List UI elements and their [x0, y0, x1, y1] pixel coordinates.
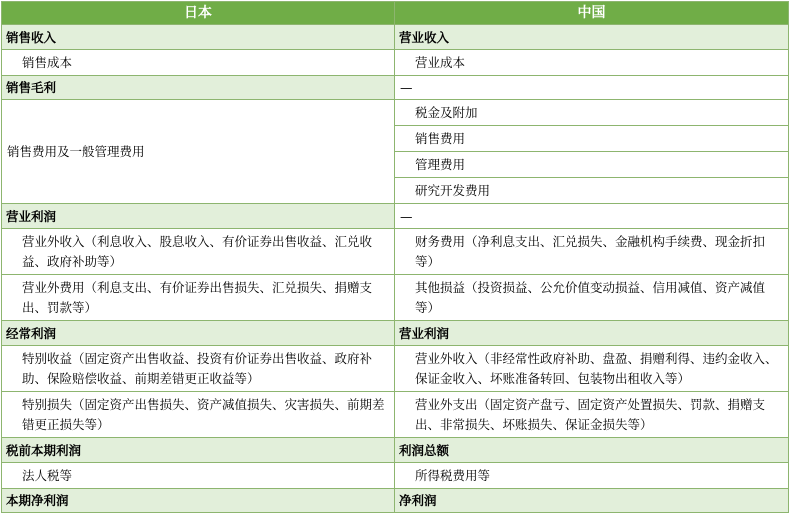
table-row — [2, 229, 789, 275]
table-row — [2, 204, 789, 229]
table-row — [2, 25, 789, 50]
japan-cell: 法人税等 — [2, 463, 395, 489]
japan-cell: 经常利润 — [2, 321, 395, 346]
china-cell: — — [395, 76, 789, 100]
china-cell: 销售费用 — [395, 126, 789, 152]
china-cell: 税金及附加 — [395, 100, 789, 126]
china-cell: 其他损益（投资损益、公允价值变动损益、信用减值、资产减值等） — [395, 275, 789, 321]
header-japan: 日本 — [2, 2, 395, 25]
china-cell: 营业利润 — [395, 321, 789, 346]
table-row — [2, 392, 789, 438]
china-cell: 净利润 — [395, 489, 789, 513]
japan-cell: 营业外费用（利息支出、有价证券出售损失、汇兑损失、捐赠支出、罚款等） — [2, 275, 395, 321]
table-row — [2, 346, 789, 392]
japan-cell: 特别收益（固定资产出售收益、投资有价证券出售收益、政府补助、保险赔偿收益、前期差错更正收益等） — [2, 346, 395, 392]
japan-cell: 税前本期利润 — [2, 438, 395, 463]
china-cell: 营业成本 — [395, 50, 789, 76]
header-row — [2, 2, 789, 25]
table-row — [2, 275, 789, 321]
table-row — [2, 489, 789, 513]
table-row — [2, 463, 789, 489]
japan-cell: 销售收入 — [2, 25, 395, 50]
china-cell: 财务费用（净利息支出、汇兑损失、金融机构手续费、现金折扣等） — [395, 229, 789, 275]
table-row — [2, 50, 789, 76]
table-row — [2, 76, 789, 100]
china-cell: 营业外收入（非经常性政府补助、盘盈、捐赠利得、违约金收入、保证金收入、坏账准备转回、包装物出租收入等） — [395, 346, 789, 392]
china-cell: — — [395, 204, 789, 229]
china-cell: 营业外支出（固定资产盘亏、固定资产处置损失、罚款、捐赠支出、非常损失、坏账损失、保证金损失等） — [395, 392, 789, 438]
japan-cell: 销售成本 — [2, 50, 395, 76]
japan-cell: 营业利润 — [2, 204, 395, 229]
china-cell: 所得税费用等 — [395, 463, 789, 489]
comparison-table — [1, 1, 789, 513]
japan-cell: 销售毛利 — [2, 76, 395, 100]
japan-cell: 本期净利润 — [2, 489, 395, 513]
china-cell: 利润总额 — [395, 438, 789, 463]
japan-cell: 营业外收入（利息收入、股息收入、有价证券出售收益、汇兑收益、政府补助等） — [2, 229, 395, 275]
japan-cell: 特别损失（固定资产出售损失、资产减值损失、灾害损失、前期差错更正损失等） — [2, 392, 395, 438]
japan-cell: 销售费用及一般管理费用 — [2, 100, 395, 204]
china-cell: 研究开发费用 — [395, 178, 789, 204]
china-cell: 营业收入 — [395, 25, 789, 50]
table-row — [2, 438, 789, 463]
table-row — [2, 321, 789, 346]
header-china: 中国 — [395, 2, 789, 25]
china-cell: 管理费用 — [395, 152, 789, 178]
table-row — [2, 100, 789, 126]
